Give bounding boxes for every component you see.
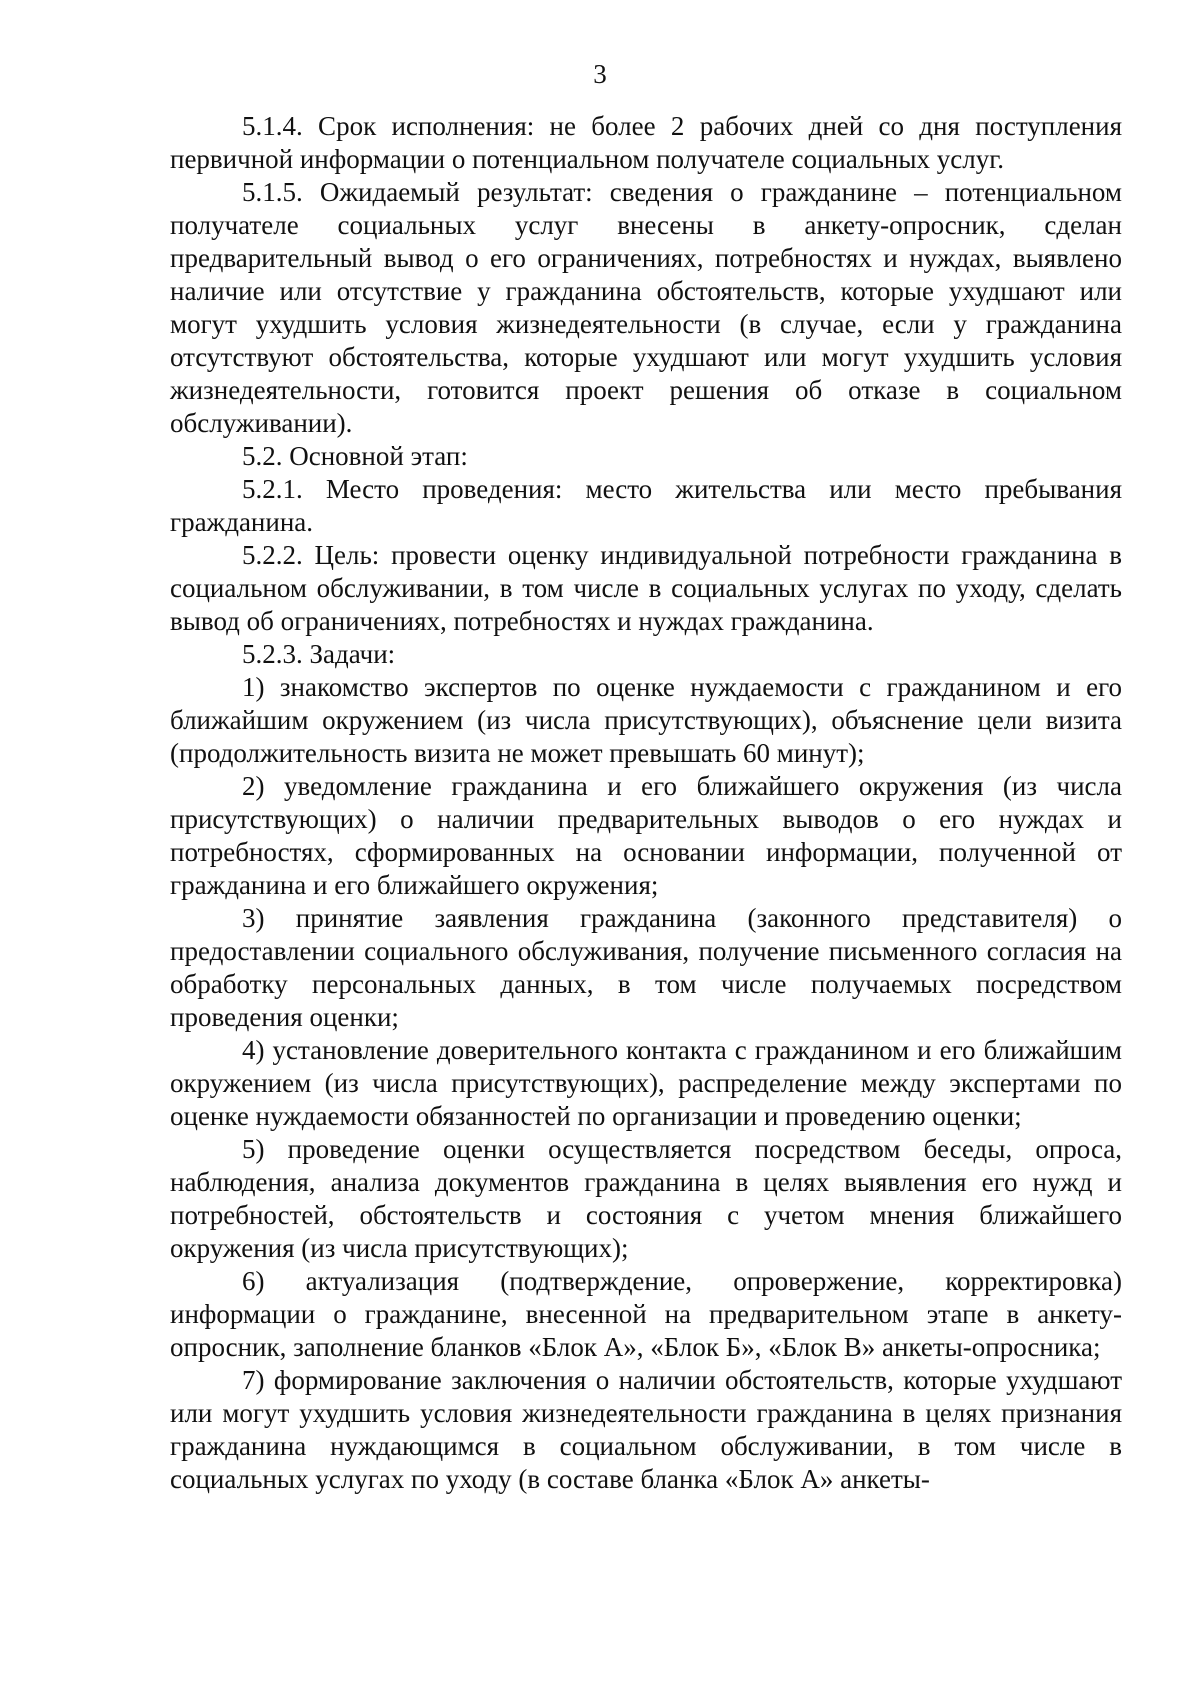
list-item-1: 1) знакомство экспертов по оценке нуждаемости с гражданином и его ближайшим окружением (из числа присутствующих), объяснение цели визита (продолжительность визита не может превышать 60 минут); [170,672,1122,768]
paragraph-5-1-5: 5.1.5. Ожидаемый результат: сведения о гражданине – потенциальном получателе социальных услуг внесены в анкету-опросник, сделан предварительный вывод о его ограничениях, потребностях и нуждах, выявлено наличие или отсутствие у гражданина обстоятельств, которые ухудшают или могут ухудшить условия жизнедеятельности (в случае, если у гражданина отсутствуют обстоятельства, которые ухудшают или могут ухудшить условия жизнедеятельности, готовится проект решения об отказе в социальном обслуживании). [170,177,1122,438]
list-item-7: 7) формирование заключения о наличии обстоятельств, которые ухудшают или могут ухудшить условия жизнедеятельности гражданина в целях признания гражданина нуждающимся в социальном обслуживании, в том числе в социальных услугах по уходу (в составе бланка «Блок А» анкеты- [170,1365,1122,1494]
page-number: 3 [593,59,607,89]
document-body [170,110,1122,1496]
paragraph-5-2-3: 5.2.3. Задачи: [242,639,396,669]
list-item-3: 3) принятие заявления гражданина (законного представителя) о предоставлении социального обслуживания, получение письменного согласия на обработку персональных данных, в том числе получаемых посредством проведения оценки; [170,903,1122,1032]
paragraph-5-1-4: 5.1.4. Срок исполнения: не более 2 рабочих дней со дня поступления первичной информации о потенциальном получателе социальных услуг. [170,111,1122,174]
list-item-2: 2) уведомление гражданина и его ближайшего окружения (из числа присутствующих) о наличии предварительных выводов о его нуждах и потребностях, сформированных на основании информации, полученной от гражданина и его ближайшего окружения; [170,771,1122,900]
list-item-6: 6) актуализация (подтверждение, опровержение, корректировка) информации о гражданине, внесенной на предварительном этапе в анкету-опросник, заполнение бланков «Блок А», «Блок Б», «Блок В» анкеты-опросника; [170,1266,1122,1362]
paragraph-5-2-2: 5.2.2. Цель: провести оценку индивидуальной потребности гражданина в социальном обслуживании, в том числе в социальных услугах по уходу, сделать вывод об ограничениях, потребностях и нуждах гражданина. [170,540,1122,636]
paragraph-5-2-1: 5.2.1. Место проведения: место жительства или место пребывания гражданина. [170,474,1122,537]
paragraph-5-2: 5.2. Основной этап: [242,441,468,471]
list-item-5: 5) проведение оценки осуществляется посредством беседы, опроса, наблюдения, анализа документов гражданина в целях выявления его нужд и потребностей, обстоятельств и состояния с учетом мнения ближайшего окружения (из числа присутствующих); [170,1134,1122,1263]
list-item-4: 4) установление доверительного контакта с гражданином и его ближайшим окружением (из числа присутствующих), распределение между экспертами по оценке нуждаемости обязанностей по организации и проведению оценки; [170,1035,1122,1131]
